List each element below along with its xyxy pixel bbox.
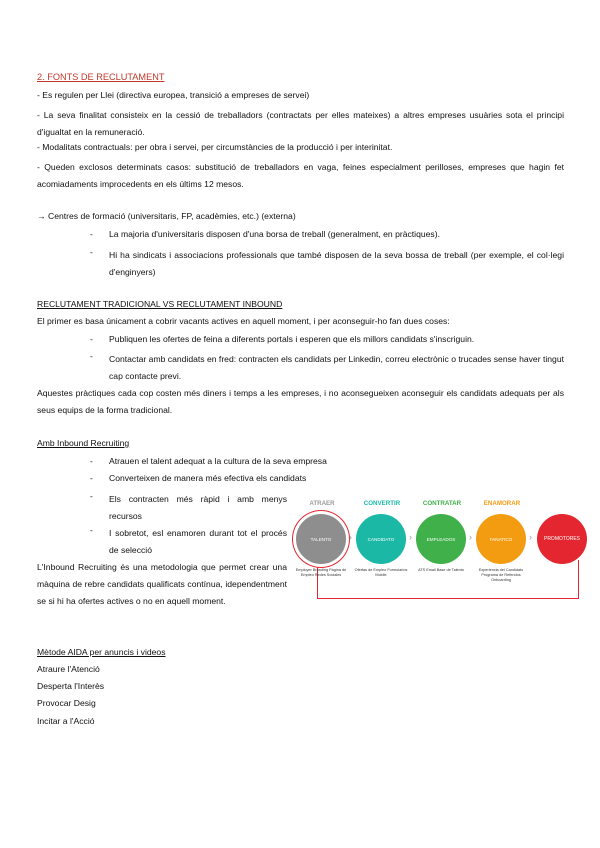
stage-sub-enamorar: Experiencia del Candidato Programa de Referidos Onboarding — [478, 568, 524, 582]
paragraph-line: - Modalitats contractuals: per obra i servei, per circumstàncies de la producció i per interinitat. — [37, 142, 393, 152]
stage-sub-convertir: Ofertas de Empleo Formularios Mobile — [354, 568, 408, 577]
stage-label-enamorar: ENAMORAR — [483, 500, 521, 507]
paragraph: Aquestes pràctiques cada cop costen més diners i temps a les empreses, i no aconsegueixen aconseguir els candidats adequats per als seus equips de la forma tradicional. — [37, 388, 564, 415]
paragraph-line: El primer es basa únicament a cobrir vacants actives en aquell moment, i per aconseguir-ho fan dues coses: — [37, 316, 450, 326]
paragraph-line: - La seva finalitat consisteix en la cessió de treballadors (contractats per elles mateixes) a altres empreses usuàries sota el principi d'igualtat en la remuneració. — [37, 110, 564, 137]
list-item: Incitar a l'Acció — [37, 716, 95, 726]
list-item: Atrauen el talent adequat a la cultura de la seva empresa — [109, 456, 327, 466]
circle-promotores: PROMOTORES — [537, 514, 587, 564]
list-item: Atraure l'Atenció — [37, 664, 100, 674]
circle-empleados: EMPLEADOS — [416, 514, 466, 564]
stage-label-convertir: CONVERTIR — [363, 500, 401, 507]
list-item: Desperta l'Interès — [37, 681, 105, 691]
section-title-inbound: Amb Inbound Recruiting — [37, 438, 130, 448]
bullet-dash: - — [90, 351, 93, 361]
arrow-icon: › — [469, 532, 472, 542]
section-title-fonts: 2. FONTS DE RECLUTAMENT — [37, 72, 165, 82]
section-heading-centres: → Centres de formació (universitaris, FP, acadèmies, etc.) (externa) — [37, 211, 296, 221]
list-item: Els contracten més ràpid i amb menys recursos — [109, 494, 287, 521]
list-item: Hi ha sindicats i associacions professionals que també disposen de la seva bossa de treball (per exemple, el col·legi d'enginyers) — [109, 250, 564, 277]
circle-candidato: CANDIDATO — [356, 514, 406, 564]
stage-label-atraer: ATRAER — [309, 500, 335, 507]
stage-sub-contratar: ATS Email Base de Talento — [418, 568, 464, 572]
section-title-reclutament: RECLUTAMENT TRADICIONAL VS RECLUTAMENT INBOUND — [37, 299, 283, 309]
paragraph-line: - Es regulen per Llei (directiva europea, transició a empreses de servei) — [37, 90, 310, 100]
circle-fanatico: FANATICO — [476, 514, 526, 564]
bullet-dash: - — [90, 456, 93, 466]
stage-sub-atraer: Employer Branding Página de Empleo Redes Sociales — [295, 568, 347, 577]
arrow-icon: › — [409, 532, 412, 542]
section-title-aida: Mètode AIDA per anuncis i videos — [37, 647, 166, 657]
list-item: Publiquen les ofertes de feina a diferents portals i esperen que els millors candidats s'inscriguin. — [109, 334, 475, 344]
arrow-icon: › — [349, 532, 352, 542]
bullet-dash: - — [90, 247, 93, 257]
bullet-dash: - — [90, 334, 93, 344]
arrow-icon: › — [529, 532, 532, 542]
list-item: I sobretot, esl enamoren durant tot el procés de selecció — [109, 528, 287, 555]
bullet-dash: - — [90, 491, 93, 501]
list-item: Contactar amb candidats en fred: contracten els candidats per Linkedin, correu electrònic o trucades sense haver tingut cap contacte previ. — [109, 354, 564, 381]
feedback-loop-line — [317, 560, 579, 599]
paragraph-line: - Queden exclosos determinats casos: substitució de treballadors en vaga, feines especialment perilloses, empreses que hagin fet acomiadaments improcedents en els últims 12 mesos. — [37, 162, 564, 189]
circle-talento: TALENTO — [296, 514, 346, 564]
stage-label-contratar: CONTRATAR — [422, 500, 462, 507]
bullet-dash: - — [90, 229, 93, 239]
list-item: La majoria d'universitaris disposen d'una borsa de treball (generalment, en pràctiques). — [109, 229, 440, 239]
bullet-dash: - — [90, 473, 93, 483]
paragraph: L'Inbound Recruiting és una metodologia que permet crear una màquina de rebre candidats qualificats contínua, idependentment se si hi ha ofertes actives o no en aquell moment. — [37, 562, 287, 606]
bullet-dash: - — [90, 525, 93, 535]
inbound-recruiting-diagram — [290, 494, 590, 604]
list-item: Converteixen de manera més efectiva els candidats — [109, 473, 307, 483]
list-item: Provocar Desig — [37, 698, 96, 708]
